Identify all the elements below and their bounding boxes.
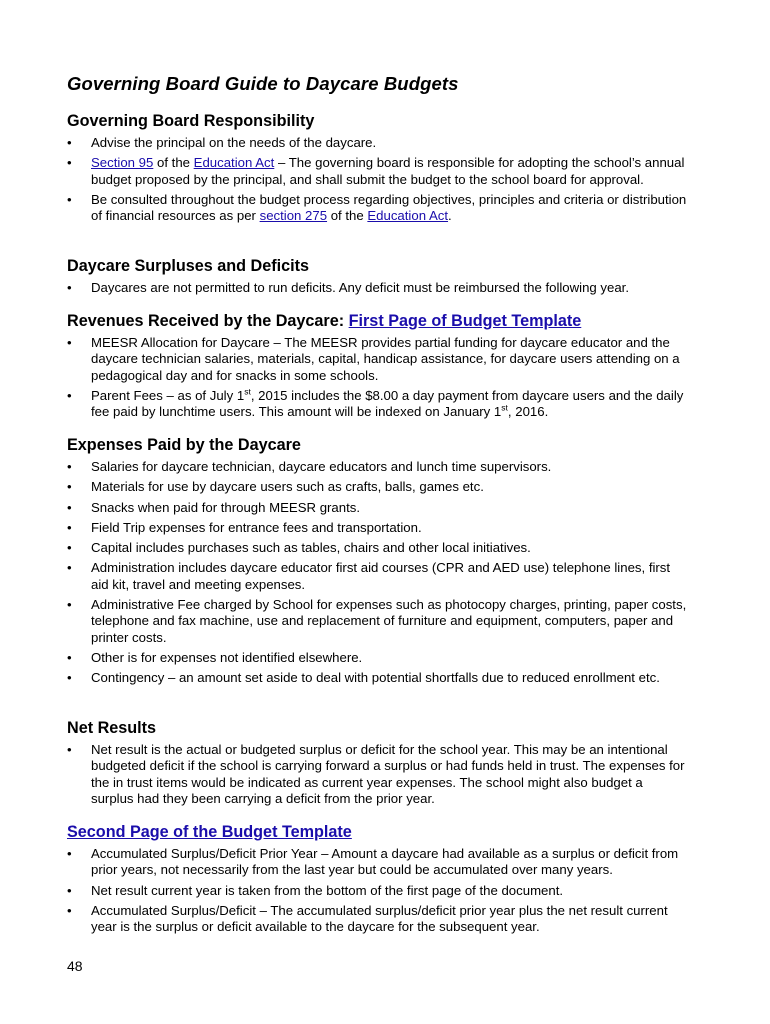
list-item (67, 155, 687, 188)
section-heading: Expenses Paid by the Daycare (67, 436, 301, 454)
second-page-budget-template-link[interactable]: Second Page of the Budget Template (67, 823, 352, 841)
list-item: • Snacks when paid for through MEESR grants. (67, 500, 687, 516)
list-item: • Advise the principal on the needs of the daycare. (67, 135, 687, 151)
section-heading (67, 311, 687, 331)
section-expenses (67, 435, 687, 691)
list-item: • Capital includes purchases such as tables, chairs and other local initiatives. (67, 540, 687, 556)
list-item-text: Be consulted throughout the budget process regarding objectives, principles and criteria or distribution of financial resources as per (91, 191, 687, 224)
section-second-page (67, 822, 687, 939)
bullet-list (67, 459, 687, 687)
list-item-text: , 2016. (507, 404, 549, 420)
list-item-text: – The governing board is responsible for adopting the school’s annual budget proposed by the principal, and shall submit the budget to the school board for approval. (91, 155, 685, 187)
section-heading: Net Results (67, 719, 157, 737)
section-net-results (67, 718, 687, 811)
section-revenues (67, 311, 687, 424)
list-item-text: . (448, 208, 452, 224)
list-item: • Contingency – an amount set aside to deal with potential shortfalls due to reduced enrollment etc. (67, 670, 687, 686)
education-act-link[interactable]: Education Act (193, 155, 275, 171)
list-item: • Other is for expenses not identified elsewhere. (67, 650, 687, 666)
bullet-list (67, 846, 687, 935)
list-item: • Salaries for daycare technician, daycare educators and lunch time supervisors. (67, 459, 687, 475)
list-item: • MEESR Allocation for Daycare – The MEESR provides partial funding for daycare educator and the daycare technician salaries, materials, capital, handicap assistance, for daycare users attending on a pedagogical day and for snacks in some schools. (67, 335, 687, 384)
list-item: • Accumulated Surplus/Deficit – The accumulated surplus/deficit prior year plus the net result current year is the surplus or deficit available to the daycare for the subsequent year. (67, 903, 687, 936)
education-act-link[interactable]: Education Act (367, 208, 449, 224)
section-heading: Governing Board Responsibility (67, 112, 315, 130)
list-item-text: , 2015 includes the $8.00 a day payment from daycare users and the daily fee paid by lunchtime users. This amount will be indexed on January 1 (91, 387, 684, 420)
list-item: • Administration includes daycare educator first aid courses (CPR and AED use) telephone lines, first aid kit, travel and meeting expenses. (67, 560, 687, 593)
superscript: st (501, 402, 508, 413)
section-heading (67, 822, 687, 842)
bullet-list (67, 742, 687, 807)
superscript: st (244, 386, 251, 397)
section-daycare-surpluses-deficits (67, 256, 687, 300)
list-item: • Field Trip expenses for entrance fees and transportation. (67, 520, 687, 536)
bullet-list (67, 280, 687, 296)
bullet-list (67, 335, 687, 420)
list-item: • Daycares are not permitted to run deficits. Any deficit must be reimbursed the following year. (67, 280, 687, 296)
section-275-link[interactable]: section 275 (259, 208, 328, 224)
list-item-text: of the (153, 155, 194, 171)
page-number: 48 (67, 958, 83, 974)
document-title: Governing Board Guide to Daycare Budgets (67, 73, 459, 94)
first-page-budget-template-link[interactable]: First Page of Budget Template (348, 312, 582, 330)
section-governing-board-responsibility (67, 111, 687, 228)
section-heading-text: Revenues Received by the Daycare: (67, 312, 349, 330)
section-95-link[interactable]: Section 95 (91, 155, 154, 171)
list-item (67, 192, 687, 225)
list-item: • Administrative Fee charged by School for expenses such as photocopy charges, printing, paper costs, telephone and fax machine, use and replacement of furniture and equipment, computers, paper and printer costs. (67, 597, 687, 646)
section-heading: Daycare Surpluses and Deficits (67, 257, 310, 275)
bullet-list (67, 135, 687, 224)
list-item: • Materials for use by daycare users such as crafts, balls, games etc. (67, 479, 687, 495)
list-item: • Accumulated Surplus/Deficit Prior Year – Amount a daycare had available as a surplus or deficit from prior years, not necessarily from the last year but could be accumulated over many years. (67, 846, 687, 879)
list-item: • Net result current year is taken from the bottom of the first page of the document. (67, 883, 687, 899)
list-item (67, 388, 687, 421)
list-item-text: of the (327, 208, 368, 224)
list-item-text: Parent Fees – as of July 1 (91, 387, 245, 403)
list-item: • Net result is the actual or budgeted surplus or deficit for the school year. This may be an intentional budgeted deficit if the school is carrying forward a surplus or had funds held in trust. The expenses for the in trust items would be indicated as current year expenses. The school might also budget a surplus had they been carrying a deficit from the prior year. (67, 742, 687, 807)
